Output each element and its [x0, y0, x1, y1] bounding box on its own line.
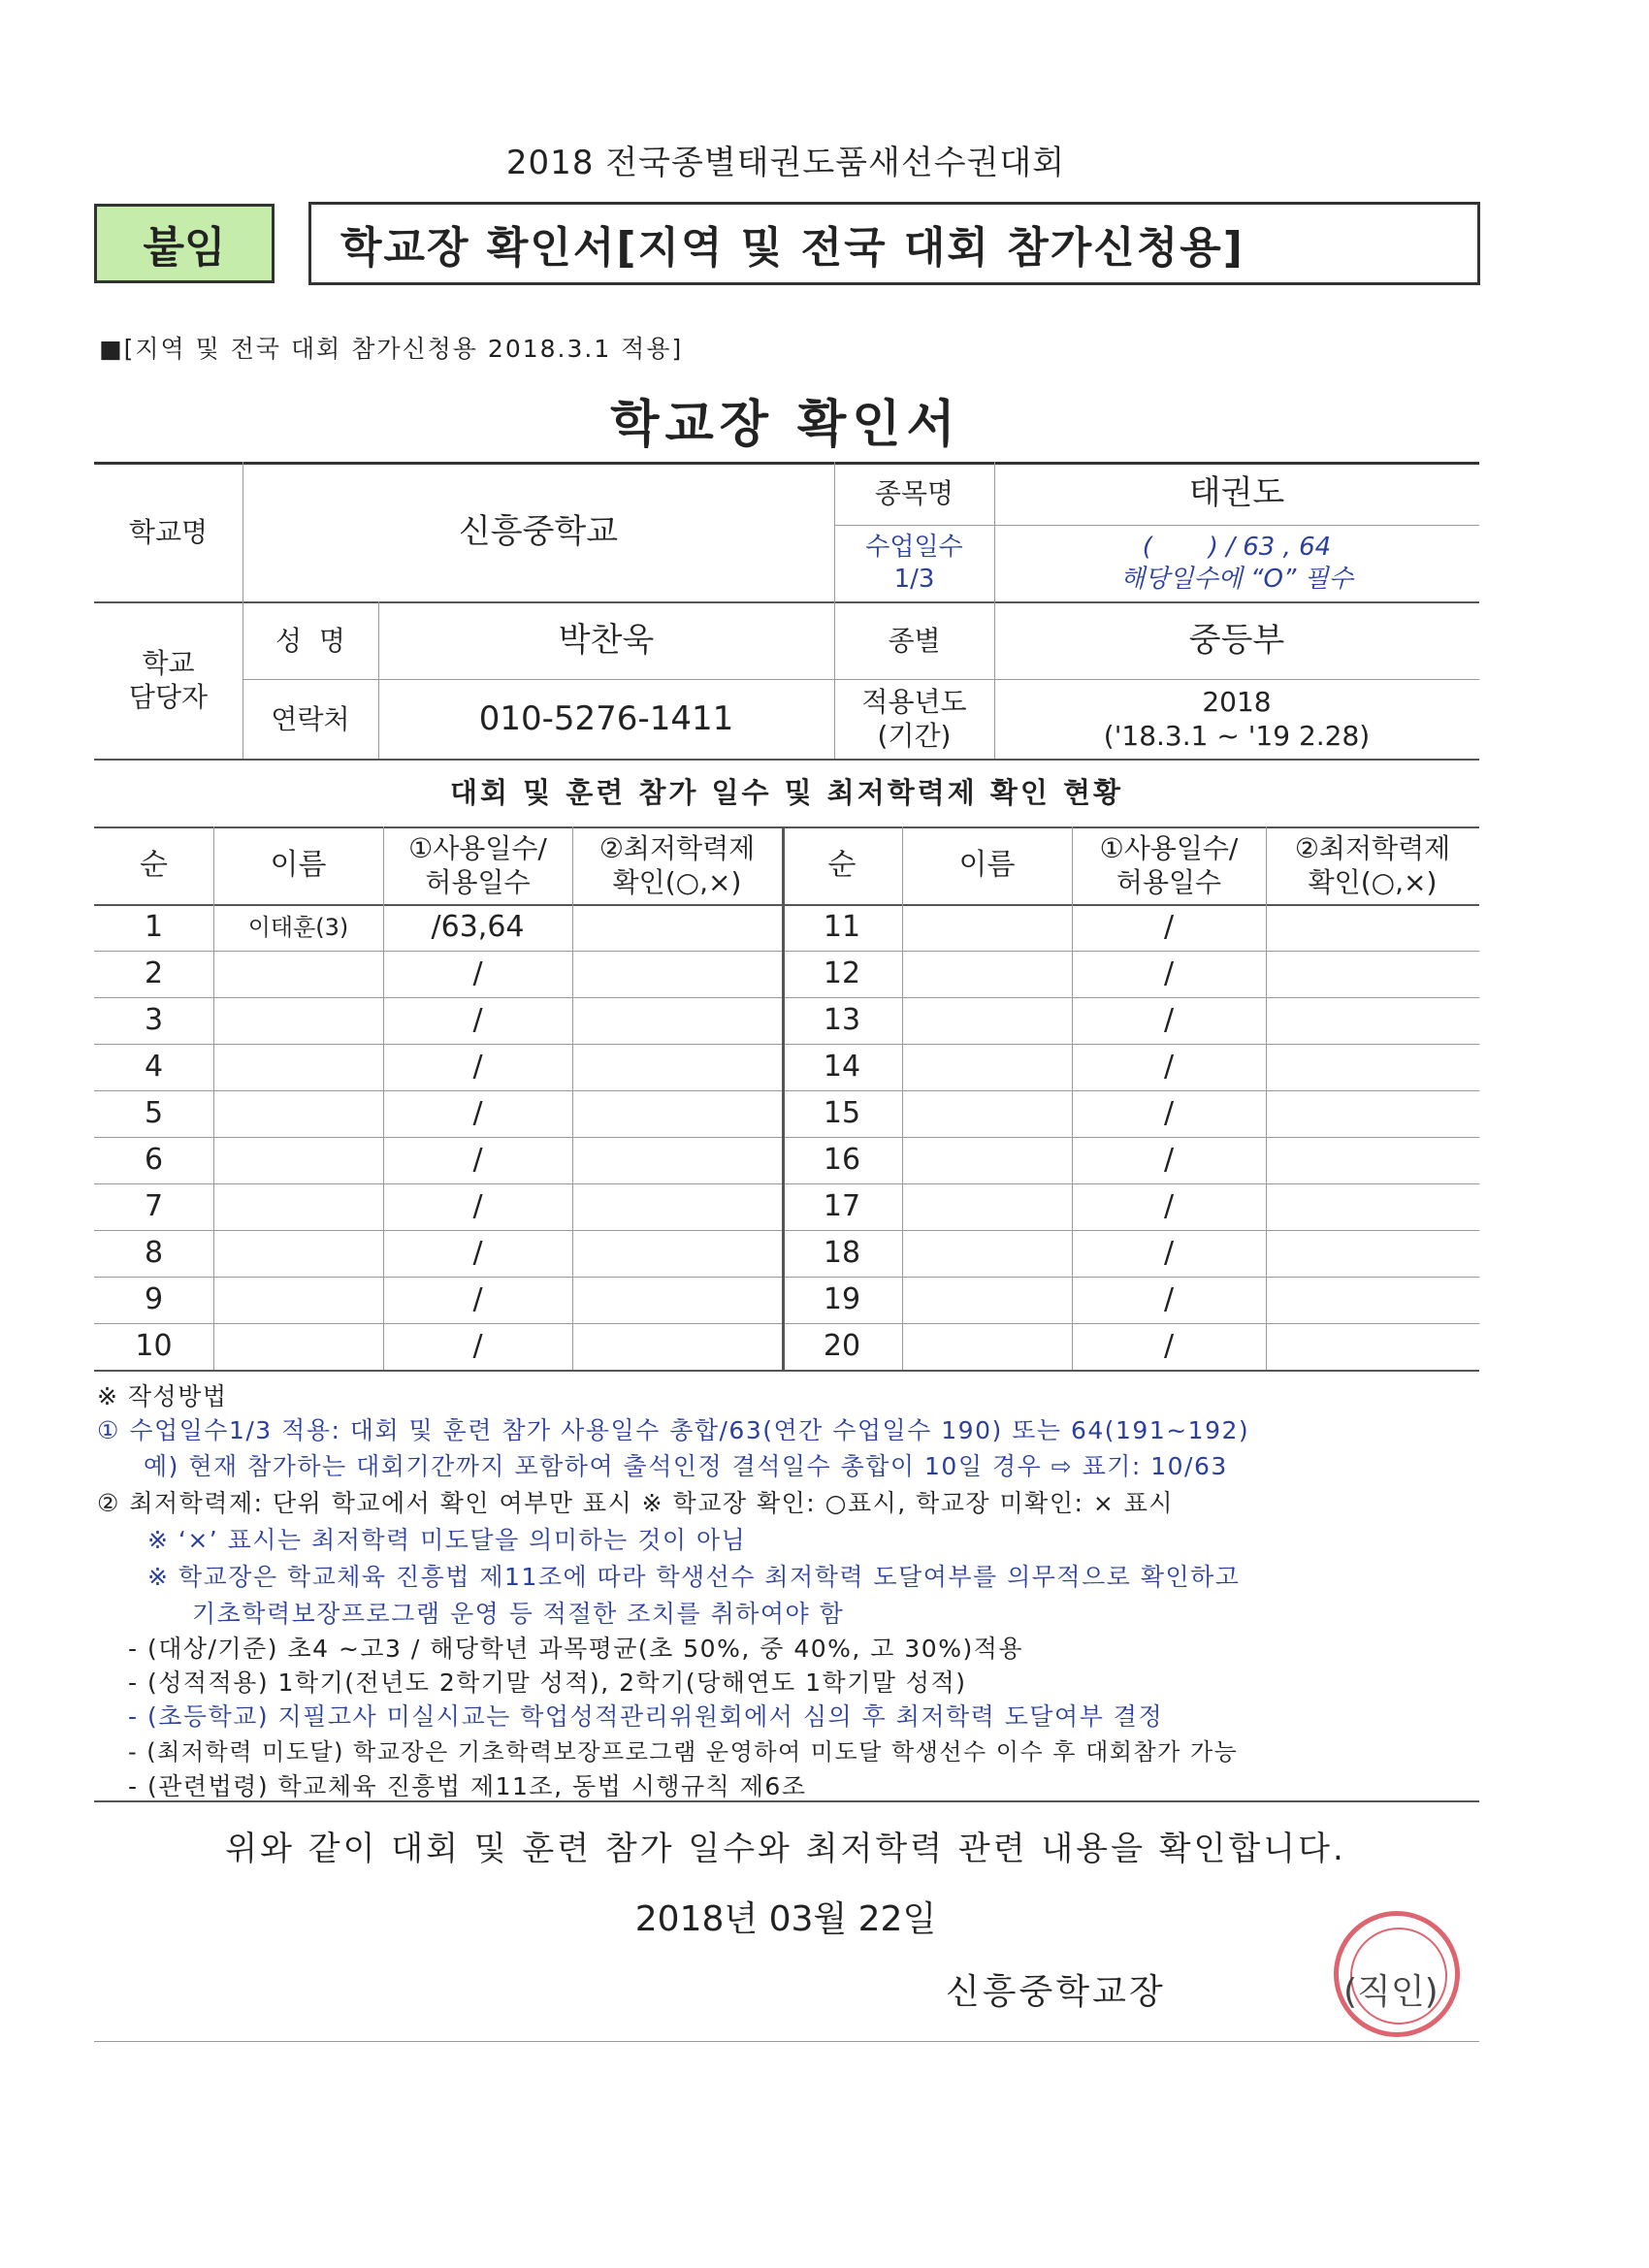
cell-no: 6: [144, 1143, 164, 1178]
event-title: 2018 전국종별태권도품새선수권대회: [505, 144, 1066, 182]
note-2-line-3: ※ 학교장은 학교체육 진흥법 제11조에 따라 학생선수 최저학력 도달여부를 의무적으로 확인하고: [147, 1563, 1241, 1591]
contact-value: 010-5276-1411: [478, 698, 734, 738]
cell-check: [572, 1183, 782, 1230]
cell-name: [902, 1230, 1072, 1277]
cell-days: /: [472, 1003, 483, 1038]
cell-days: /: [1163, 1329, 1175, 1364]
cell-days: /: [1163, 1003, 1175, 1038]
cell-name: [902, 997, 1072, 1044]
cell-days: /: [472, 1282, 483, 1317]
seal-label: (직인): [1343, 1972, 1439, 2012]
header-no-left: 순: [140, 848, 168, 883]
cell-no: 20: [823, 1329, 861, 1364]
note-1-line-2: 예) 현재 참가하는 대회기간까지 포함하여 출석인정 결석일수 총합이 10일 경우 ⇨ 표기: 10/63: [144, 1452, 1228, 1480]
cell-no: 19: [823, 1282, 861, 1317]
cell-name: [213, 1090, 383, 1137]
cell-check: [1266, 1230, 1479, 1277]
header-days-right: [1072, 826, 1266, 904]
sport-value: 태권도: [1188, 473, 1285, 513]
school-name-value: 신흥중학교: [458, 511, 619, 551]
class-days-value-line1: ( ) / 63 , 64: [1142, 533, 1332, 562]
header-check-line1: ②최저학력제: [598, 832, 756, 864]
cell-name: [213, 1277, 383, 1323]
cell-name: [902, 1137, 1072, 1183]
cell-no: 10: [135, 1329, 173, 1364]
cell-name: [213, 997, 383, 1044]
division-value: 중등부: [1188, 620, 1285, 660]
note-1-line-1: ① 수업일수1/3 적용: 대회 및 훈련 참가 사용일수 총합/63(연간 수업일수 190) 또는 64(191~192): [97, 1416, 1250, 1444]
cell-name: [213, 1183, 383, 1230]
cell-name: [902, 904, 1072, 951]
cell-no: 8: [144, 1236, 164, 1271]
cell-check: [572, 1137, 782, 1183]
cell-days: /: [472, 1236, 483, 1271]
cell-days: /: [472, 1143, 483, 1178]
header-days-line2: 허용일수: [425, 866, 531, 898]
cell-days: /: [1163, 1143, 1175, 1178]
cell-check: [1266, 1277, 1479, 1323]
principal-name: 신흥중학교장: [946, 1972, 1166, 2012]
cell-days: /: [472, 1096, 483, 1131]
apply-year-label: [834, 679, 994, 759]
form-title: 학교장 확인서: [610, 396, 961, 454]
cell-days: /: [1163, 1236, 1175, 1271]
header-check-right: [1266, 826, 1479, 904]
cell-check: [1266, 1183, 1479, 1230]
class-days-value-line2: 해당일수에 “O” 필수: [1120, 564, 1353, 594]
cell-no: 12: [823, 956, 861, 991]
apply-year-label-line1: 적용년도: [861, 686, 967, 718]
apply-year-value: [994, 679, 1479, 759]
cell-check: [572, 1044, 782, 1090]
school-name-label: 학교명: [128, 515, 209, 548]
cell-name: 이태훈(3): [247, 914, 349, 941]
cell-no: 4: [144, 1050, 164, 1085]
cell-check: [572, 1230, 782, 1277]
note-2-line-4: 기초학력보장프로그램 운영 등 적절한 조치를 취하여야 함: [192, 1600, 845, 1628]
cell-days: /: [1163, 956, 1175, 991]
detail-grade: - (성적적용) 1학기(전년도 2학기말 성적), 2학기(당해연도 1학기말 성적): [128, 1669, 967, 1697]
header-days-line2: 허용일수: [1116, 866, 1222, 898]
detail-target: - (대상/기준) 초4 ~고3 / 해당학년 과목평균(초 50%, 중 40%, 고 30%)적용: [128, 1635, 1023, 1663]
cell-days: /: [1163, 910, 1175, 945]
attachment-badge: 붙임: [94, 204, 275, 283]
cell-name: [902, 1183, 1072, 1230]
detail-law: - (관련법령) 학교체육 진흥법 제11조, 동법 시행규칙 제6조: [128, 1772, 807, 1800]
cell-name: [902, 1090, 1072, 1137]
name-label: 성 명: [275, 624, 345, 657]
note-2-line-2: ※ ‘×’ 표시는 최저학력 미도달을 의미하는 것이 아님: [147, 1526, 747, 1554]
apply-year-value-line2: ('18.3.1 ~ '19 2.28): [1103, 720, 1371, 752]
header-days-left: [383, 826, 572, 904]
confirm-statement: 위와 같이 대회 및 훈련 참가 일수와 최저학력 관련 내용을 확인합니다.: [225, 1830, 1346, 1868]
cell-days: /: [472, 1050, 483, 1085]
cell-no: 3: [144, 1003, 164, 1038]
notes-heading: ※ 작성방법: [97, 1382, 228, 1410]
cell-no: 18: [823, 1236, 861, 1271]
cell-check: [572, 904, 782, 951]
cell-no: 11: [823, 910, 861, 945]
class-days-value: [994, 525, 1479, 601]
manager-label-line1: 학교: [142, 647, 195, 679]
cell-name: [213, 1044, 383, 1090]
cell-name: [213, 1230, 383, 1277]
apply-year-label-line2: (기간): [877, 720, 952, 752]
apply-year-value-line1: 2018: [1202, 686, 1272, 718]
cell-no: 5: [144, 1096, 164, 1131]
contact-label: 연락처: [271, 702, 350, 735]
detail-not-reached: - (최저학력 미도달) 학교장은 기초학력보장프로그램 운영하여 미도달 학생선수 이수 후 대회참가 가능: [128, 1738, 1239, 1766]
cell-no: 7: [144, 1189, 164, 1224]
signed-date: 2018년 03월 22일: [634, 1899, 937, 1939]
header-check-line2: 확인(○,×): [612, 866, 742, 898]
cell-name: [213, 1323, 383, 1370]
cell-check: [572, 1090, 782, 1137]
cell-check: [1266, 904, 1479, 951]
cell-name: [213, 951, 383, 997]
manager-label-line2: 담당자: [128, 681, 209, 713]
cell-no: 16: [823, 1143, 861, 1178]
cell-no: 13: [823, 1003, 861, 1038]
cell-check: [1266, 951, 1479, 997]
manager-label: [94, 601, 242, 759]
sport-label: 종목명: [874, 477, 954, 509]
cell-no: 17: [823, 1189, 861, 1224]
class-days-label-line1: 수업일수: [865, 533, 963, 562]
cell-check: [1266, 1137, 1479, 1183]
cell-no: 14: [823, 1050, 861, 1085]
cell-name: [902, 1044, 1072, 1090]
cell-days: /: [472, 1329, 483, 1364]
cell-no: 15: [823, 1096, 861, 1131]
header-name-right: 이름: [958, 848, 1016, 883]
header-days-line1: ①사용일수/: [1099, 832, 1239, 864]
header-days-line1: ①사용일수/: [408, 832, 547, 864]
cell-name: [213, 1137, 383, 1183]
cell-check: [572, 1277, 782, 1323]
cell-no: 9: [144, 1282, 164, 1317]
cell-days: /: [1163, 1189, 1175, 1224]
cell-days: /: [1163, 1096, 1175, 1131]
cell-check: [572, 997, 782, 1044]
header-name-left: 이름: [270, 848, 327, 883]
class-days-label-line2: 1/3: [893, 564, 935, 594]
manager-name-value: 박찬욱: [558, 620, 655, 660]
cell-check: [1266, 1090, 1479, 1137]
form-note: ■[지역 및 전국 대회 참가신청용 2018.3.1 적용]: [99, 335, 684, 363]
cell-days: /63,64: [431, 910, 525, 945]
header-check-left: [572, 826, 782, 904]
header-check-line2: 확인(○,×): [1308, 866, 1438, 898]
division-label: 종별: [888, 624, 941, 657]
cell-no: 2: [144, 956, 164, 991]
header-no-right: 순: [827, 848, 857, 883]
cell-name: [902, 1277, 1072, 1323]
cell-check: [1266, 1044, 1479, 1090]
note-2-line-1: ② 최저학력제: 단위 학교에서 확인 여부만 표시 ※ 학교장 확인: ○표시, 학교장 미확인: × 표시: [97, 1489, 1175, 1517]
cell-days: /: [472, 1189, 483, 1224]
class-days-label: [834, 525, 994, 601]
cell-no: 1: [144, 910, 164, 945]
cell-check: [1266, 997, 1479, 1044]
cell-days: /: [1163, 1050, 1175, 1085]
header-check-line1: ②최저학력제: [1294, 832, 1451, 864]
cell-name: [902, 951, 1072, 997]
detail-elementary: - (초등학교) 지필고사 미실시교는 학업성적관리위원회에서 심의 후 최저학력 도달여부 결정: [128, 1702, 1164, 1731]
cell-check: [1266, 1323, 1479, 1370]
cell-name: [902, 1323, 1072, 1370]
cell-check: [572, 951, 782, 997]
cell-days: /: [472, 956, 483, 991]
status-title: 대회 및 훈련 참가 일수 및 최저학력제 확인 현황: [449, 775, 1124, 809]
document-banner: 학교장 확인서[지역 및 전국 대회 참가신청용]: [308, 202, 1480, 285]
cell-days: /: [1163, 1282, 1175, 1317]
cell-check: [572, 1323, 782, 1370]
